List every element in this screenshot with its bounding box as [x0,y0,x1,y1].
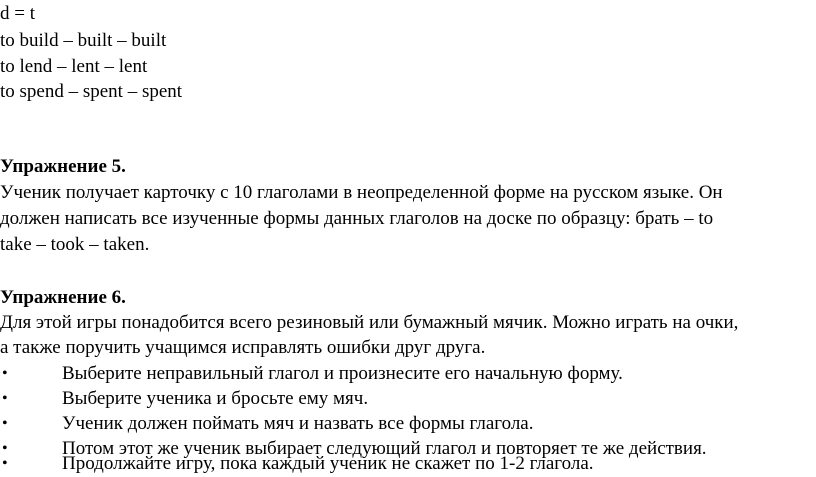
bullet-icon: • [2,455,8,472]
exercise-5-text-line: take – took – taken. [0,234,150,255]
exercise-6-text-line: а также поручить учащимся исправлять ошибки друг друга. [0,337,486,358]
intro-line: d = t [0,3,35,24]
exercise-6-heading: Упражнение 6. [0,287,126,308]
exercise-6-text-line: Для этой игры понадобится всего резиновый или бумажный мячик. Можно играть на очки, [0,312,739,333]
bullet-icon: • [2,440,8,457]
exercise-5-heading: Упражнение 5. [0,156,126,177]
bullet-text: Выберите неправильный глагол и произнесите его начальную форму. [62,363,623,384]
bullet-icon: • [2,415,8,432]
bullet-text: Ученик должен поймать мяч и назвать все формы глагола. [62,413,534,434]
intro-line: to build – built – built [0,30,167,51]
bullet-text: Потом этот же ученик выбирает следующий глагол и повторяет те же действия. [62,438,707,459]
exercise-5-text-line: Ученик получает карточку с 10 глаголами в неопределенной форме на русском языке. Он [0,182,723,203]
bullet-text: Продолжайте игру, пока каждый ученик не скажет по 1-2 глагола. [62,453,594,474]
bullet-icon: • [2,390,8,407]
bullet-icon: • [2,365,8,382]
exercise-5-text-line: должен написать все изученные формы данных глаголов на доске по образцу: брать – to [0,208,714,229]
intro-line: to lend – lent – lent [0,56,148,77]
bullet-text: Выберите ученика и бросьте ему мяч. [62,388,369,409]
intro-line: to spend – spent – spent [0,81,183,102]
